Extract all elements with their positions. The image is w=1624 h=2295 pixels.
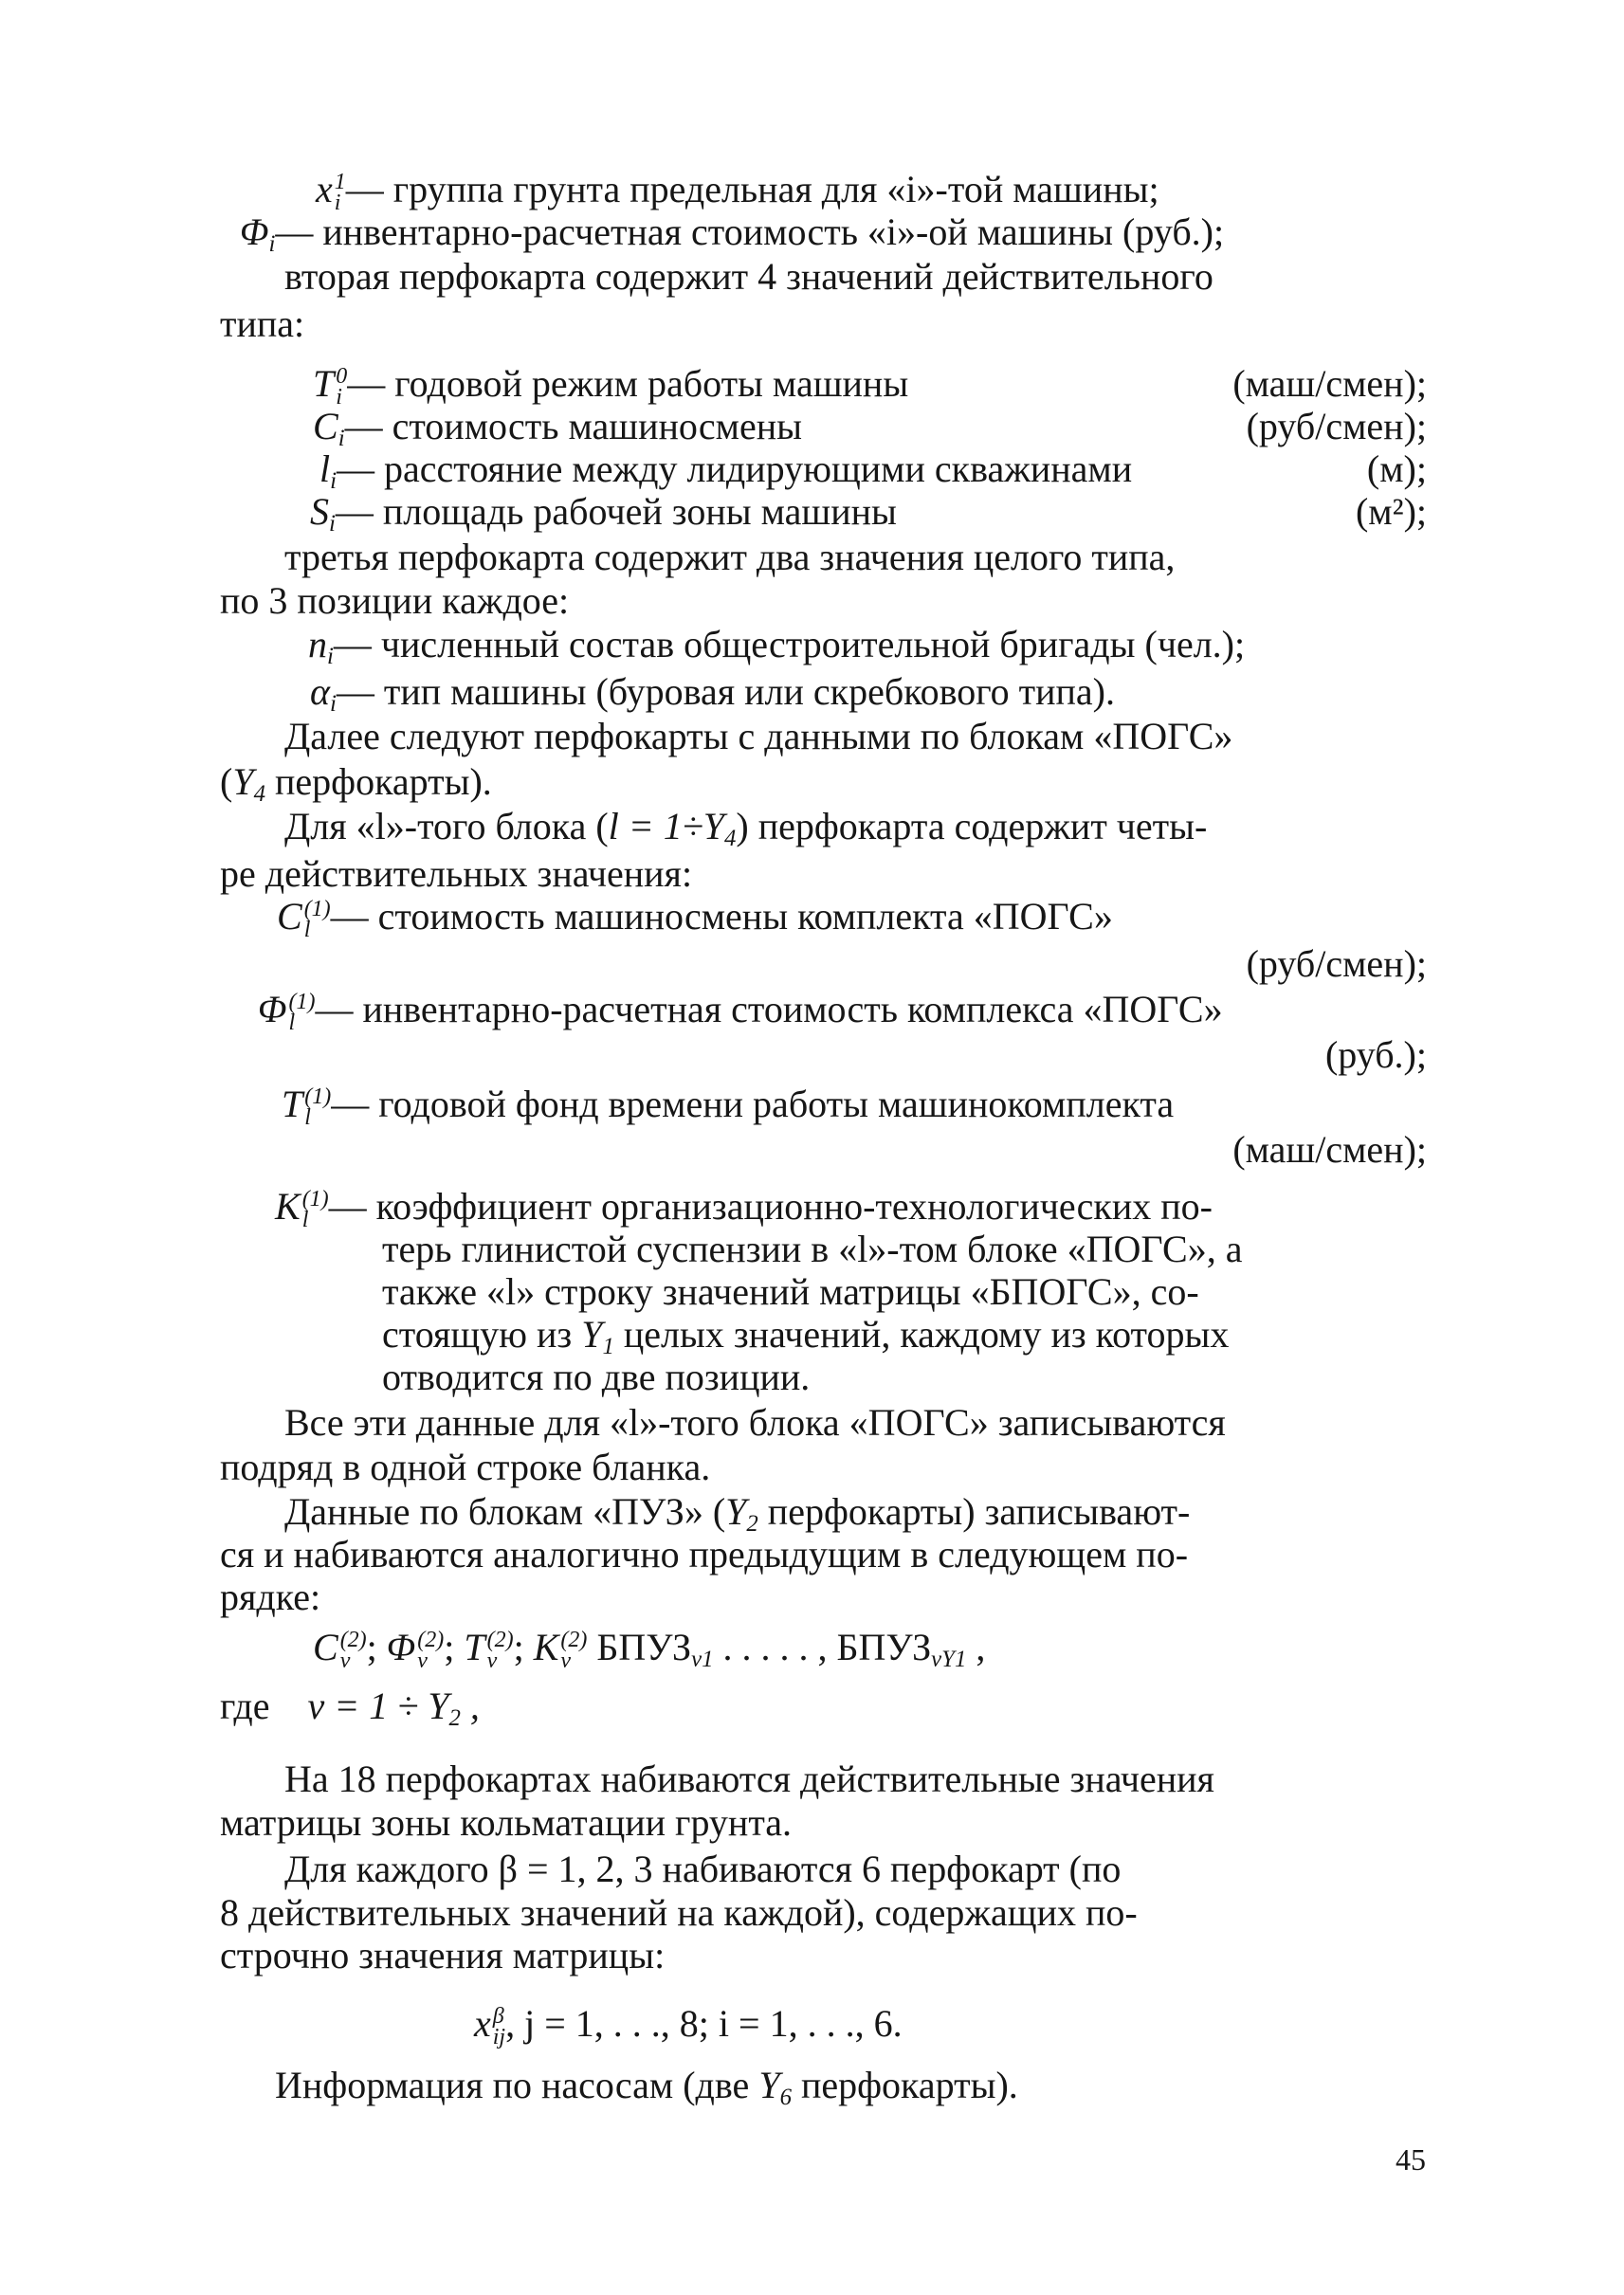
symbol-c-l1: C (1) l: [277, 895, 331, 942]
symbol-x-ij-beta: x β ij: [474, 2002, 506, 2049]
para-block-line1: Для «l»-того блока $(l = 1\div Y_4)$ перфокарта содержит четы-: [284, 805, 1208, 852]
para-card2-line1: вторая перфокарта содержит 4 значений действительного: [284, 255, 1213, 298]
symbol-x-i: x 1 i: [316, 168, 346, 215]
para-card3-line2: по 3 позиции каждое:: [220, 579, 570, 622]
def-phi-line: $\Phi_i—$ инвентарно-расчетная стоимость «i»-ой машины (руб.);: [240, 210, 1225, 258]
symbol-n-i: $n_i$: [308, 623, 334, 670]
def-k-line1: K (1) l — коэффициент организационно-технологических по-: [275, 1185, 1213, 1232]
unit-c1: (руб/смен);: [1246, 942, 1427, 985]
unit-phi1: (руб.);: [1324, 1033, 1427, 1076]
para-puz-line3: рядке:: [220, 1576, 321, 1618]
def-l-line: $l_i—$ расстояние между лидирующими скважинами (м);: [319, 447, 1427, 495]
def-n-line: $n_i—$ численный состав общестроительной бригады (чел.);: [308, 623, 1246, 670]
para-beta-line3: строчно значения матрицы:: [220, 1934, 666, 1976]
unit-c: (руб/смен);: [1246, 405, 1427, 447]
symbol-phi-l1: Φ (1) l: [258, 988, 316, 1035]
unit-t: (маш/смен);: [1232, 362, 1427, 405]
def-k-line5: отводится по две позиции.: [382, 1356, 811, 1398]
para-card3-line1: третья перфокарта содержит два значения целого типа,: [284, 536, 1176, 578]
symbol-alpha-i: $\alpha_i$: [310, 670, 337, 718]
def-c1-line: C (1) l — стоимость машиносмены комплекта «ПОГС»: [277, 895, 1113, 942]
symbol-k-l1: K (1) l: [275, 1185, 329, 1232]
symbol-y6: $Y_6$: [758, 2064, 792, 2111]
page-number: 45: [1396, 2142, 1426, 2177]
para-18-line1: На 18 перфокартах набиваются действительные значения: [284, 1758, 1214, 1800]
unit-t1: (маш/смен);: [1232, 1128, 1427, 1171]
def-phi1-line: Φ (1) l — инвентарно-расчетная стоимость комплекса «ПОГС»: [258, 988, 1223, 1035]
def-k-line3: также «l» строку значений матрицы «БПОГС», со-: [382, 1270, 1199, 1313]
symbol-l-i: $l_i$: [319, 447, 338, 495]
para-puz-line2: ся и набиваются аналогично предыдущим в следующем по-: [220, 1533, 1189, 1576]
para-all-line2: подряд в одной строке бланка.: [220, 1446, 711, 1488]
def-k-line4: стоящую из $Y_1$ целых значений, каждому из которых: [382, 1313, 1230, 1360]
symbol-phi-i: $\Phi_i$: [240, 210, 276, 258]
symbol-t-l1: T (1) l: [282, 1083, 332, 1130]
para-18-line2: матрицы зоны кольматации грунта.: [220, 1801, 793, 1844]
unit-s: (м²);: [1355, 490, 1427, 533]
def-t1-line: T (1) l — годовой фонд времени работы машинокомплекта: [282, 1083, 1175, 1130]
para-card2-line2: типа:: [220, 302, 305, 345]
para-pogs-line2: ($Y_4$ перфокарты).: [220, 760, 492, 808]
para-puz-line1: Данные по блокам «ПУЗ» ($Y_2$ перфокарты) записывают-: [284, 1490, 1191, 1538]
symbol-c-i: $C_i$: [313, 405, 345, 452]
def-alpha-line: $\alpha_i—$ тип машины (буровая или скребкового типа).: [310, 670, 1115, 718]
formula-l-range: $l = 1\div Y_4$: [608, 805, 737, 852]
formula-where: где $\nu = 1 \div Y_2$ ,: [220, 1685, 480, 1732]
def-x-line: x 1 i — группа грунта предельная для «i»-той машины;: [316, 168, 1159, 215]
para-beta-line1: Для каждого β = 1, 2, 3 набиваются 6 перфокарт (по: [284, 1848, 1122, 1890]
formula-matrix: x β ij , j = 1, . . ., 8; i = 1, . . ., 6.: [474, 2002, 903, 2049]
def-s-line: $S_i—$ площадь рабочей зоны машины (м²);: [310, 490, 1427, 537]
para-all-line1: Все эти данные для «l»-того блока «ПОГС» записываются: [284, 1401, 1226, 1444]
formula-puz: C (2) ν ; Φ (2) ν ; T (2) ν ; K (2) ν $БПУЗ_{\nu 1}$ . . . . . , $БПУЗ_{\nu Y1}$ ,: [313, 1626, 986, 1673]
symbol-y1: $Y_1$: [581, 1313, 614, 1360]
formula-nu-range: $\nu = 1 \div Y_2$ ,: [307, 1685, 480, 1732]
para-block-line2: ре действительных значения:: [220, 852, 693, 895]
unit-l: (м);: [1366, 447, 1427, 490]
para-beta-line2: 8 действительных значений на каждой), содержащих по-: [220, 1891, 1138, 1934]
def-k-line2: терь глинистой суспензии в «l»-том блоке «ПОГС», а: [382, 1228, 1243, 1270]
symbol-y4: $Y_4$: [232, 760, 265, 808]
symbol-t-i0: T 0 i: [313, 362, 348, 410]
para-pogs-line1: Далее следуют перфокарты с данными по блокам «ПОГС»: [284, 715, 1233, 757]
def-t-line: T 0 i — годовой режим работы машины (маш/смен);: [313, 362, 1427, 410]
def-c-line: $C_i—$ стоимость машиносмены (руб/смен);: [313, 405, 1427, 452]
symbol-y2: $Y_2$: [725, 1490, 758, 1538]
para-pumps-line1: Информация по насосам (две $Y_6$ перфокарты).: [275, 2064, 1018, 2111]
symbol-s-i: $S_i$: [310, 490, 336, 537]
